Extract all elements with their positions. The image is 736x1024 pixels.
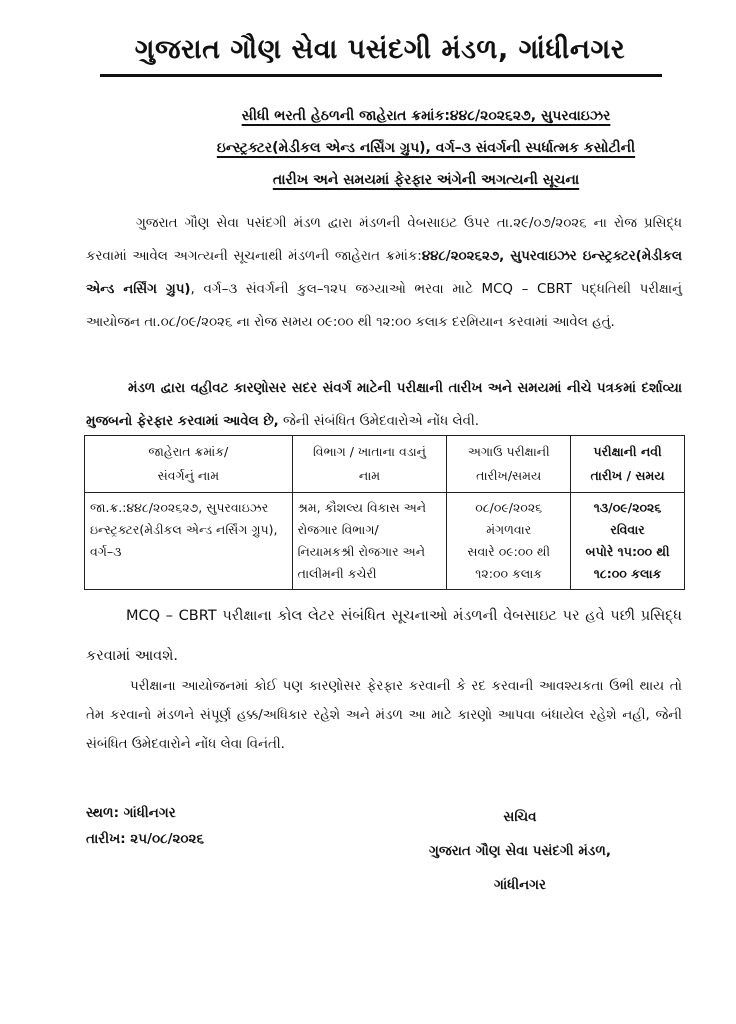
title-underline [100,74,662,77]
cell-advt-line: ઇન્સ્ટ્રક્ટર(મેડીકલ એન્ડ નર્સિંગ ગ્રુપ), [90,522,278,537]
subject-line-3: તારીખ અને સમયમાં ફેરફાર અંગેની અગત્યની સૂચના [272,172,580,188]
intro-post-name: ૪૪૮/૨૦૨૬૨૭, સુપરવાઇઝર ઇન્સ્ટ્રક્ટર(મેડીકલ એન્ડ નર્સિંગ ગ્રુપ) [86,249,682,297]
subject-line-1: સીધી ભરતી હેઠળની જાહેરાત ક્રમાંક:૪૪૮/૨૦૨૬૨૭, સુપરવાઇઝર [241,108,611,124]
header-department [292,436,447,493]
date-label: તારીખ: ૨૫/૦૮/૨૦૨૬ [86,831,205,847]
cell-old-line: મંગળવાર [486,522,532,537]
subject-line-2: ઇન્સ્ટ્રક્ટર(મેડીકલ એન્ડ નર્સિંગ ગ્રુપ), વર્ગ–૩ સંવર્ગની સ્પર્ધાત્મક કસોટીની [216,140,636,156]
paragraph-rights: પરીક્ષાના આયોજનમાં કોઈ પણ કારણોસર ફેરફાર કરવાની કે રદ કરવાની આવશ્યકતા ઉભી થાય તો તેમ કરવાનો મંડળને સંપૂર્ણ હક્ક/અધિકાર રહેશે અને મંડળ આ માટે કારણો આપવા બંધાયેલ રહેશે નહી, જેની સંબંધિત ઉમેદવારોને નોંધ લેવા વિનંતી. [86,679,682,752]
cell-dept-line: શ્રમ, કૌશલ્ય વિકાસ અને [297,500,427,515]
place-label: સ્થળ: ગાંધીનગર [86,805,176,821]
table-header-row [85,436,685,493]
cell-old-line: સવારે ૦૯:૦૦ થી [467,544,551,559]
notice-subject [170,100,682,196]
cell-old-line: ૦૮/૦૯/૨૦૨૬ [475,500,543,515]
signature-block [395,800,645,902]
header-old-date [447,436,571,493]
change-text: જેની સંબંધિત ઉમેદવારોએ નોંધ લેવી. [278,414,480,429]
header-old-l2: તારીખ/સમય [476,468,542,483]
paragraph-change [86,372,682,438]
header-new-date [571,436,685,493]
cell-advt-line: જા.ક્ર.:૪૪૮/૨૦૨૬૨૭, સુપરવાઇઝર [90,500,269,515]
schedule-table [84,435,685,590]
header-advt-l1: જાહેરાત ક્રમાંક/ [148,444,229,459]
cell-old-date [447,493,571,590]
signatory-city: ગાંધીનગર [493,877,546,893]
header-advt-no [85,436,293,493]
header-old-l1: અગાઉ પરીક્ષાની [467,444,550,459]
cell-new-line: ૧૮:૦૦ કલાક [593,566,662,581]
cell-department [292,493,447,590]
cell-advt-no [85,493,293,590]
paragraph-call-letter: MCQ – CBRT પરીક્ષાના કોલ લેટર સંબંધિત સૂચનાઓ મંડળની વેબસાઇટ પર હવે પછી પ્રસિદ્ધ કરવામાં આવશે. [86,608,682,664]
paragraph-intro [86,207,682,339]
cell-new-line: રવિવાર [610,522,645,537]
cell-dept-line: તાલીમની કચેરી [297,566,377,581]
cell-new-date [571,493,685,590]
page-title: ગુજરાત ગૌણ સેવા પસંદગી મંડળ, ગાંધીનગર [134,34,626,65]
change-text-bold: મંડળ દ્વારા વહીવટ કારણોસર સદર સંવર્ગ માટેની પરીક્ષાની તારીખ અને સમયમાં નીચે પત્રકમાં દર્શાવ્યા મુજબનો ફેરફાર કરવામાં આવેલ છે, [86,381,682,429]
cell-advt-line: વર્ગ–૩ [90,544,122,559]
table-row [85,493,685,590]
header-new-l1: પરીક્ષાની નવી [593,444,662,459]
place-date-block [86,800,204,852]
header-advt-l2: સંવર્ગનું નામ [157,468,220,483]
intro-text-2: , વર્ગ–૩ સંવર્ગની કુલ–૧૨૫ જગ્યાઓ ભરવા માટે MCQ – CBRT પદ્ધતિથી પરીક્ષાનું આયોજન તા.૦૮/૦૯/૨૦૨૬ ના રોજ સમય ૦૯:૦૦ થી ૧૨:૦૦ કલાક દરમિયાન કરવામાં આવેલ હતું. [86,282,682,330]
signatory-org: ગુજરાત ગૌણ સેવા પસંદગી મંડળ, [429,843,611,859]
cell-dept-line: નિયામકશ્રી રોજગાર અને [297,544,426,559]
cell-dept-line: રોજગાર વિભાગ/ [297,522,379,537]
signatory-title: સચિવ [503,809,537,825]
header-dept-l2: નામ [358,468,381,483]
header-new-l2: તારીખ / સમય [590,468,665,483]
cell-new-line: ૧૩/૦૯/૨૦૨૬ [593,500,662,515]
header-dept-l1: વિભાગ / ખાતાના વડાનું [312,444,426,459]
cell-old-line: ૧૨:૦૦ કલાક [475,566,543,581]
intro-text-1: ગુજરાત ગૌણ સેવા પસંદગી મંડળ દ્વારા મંડળની વેબસાઇટ ઉપર તા.૨૯/૦૭/૨૦૨૬ ના રોજ પ્રસિદ્ધ કરવામાં આવેલ અગત્યની સૂચનાથી મંડળની જાહેરાત ક્રમાંક: [86,216,682,264]
cell-new-line: બપોરે ૧૫:૦૦ થી [585,544,670,559]
